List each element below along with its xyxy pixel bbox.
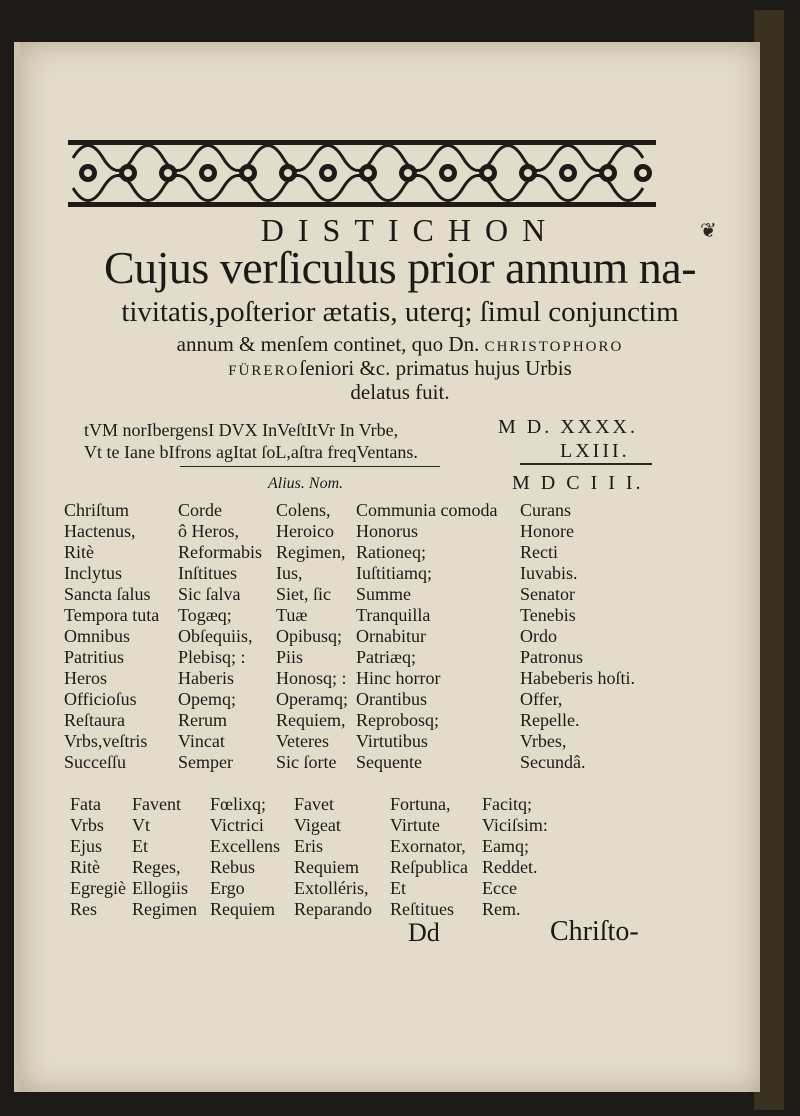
table-cell: Sequente — [356, 752, 422, 772]
table-cell: Reprobosq; — [356, 710, 439, 730]
table-cell: Semper — [178, 752, 233, 772]
heading-text: ſeniori &c. primatus hujus Urbis — [299, 356, 572, 380]
heading-line-1: Cujus verſiculus prior annum na- — [103, 242, 697, 293]
table-cell: Viciſsim: — [482, 815, 548, 835]
table-cell: Vincat — [178, 731, 225, 751]
table-cell: Omnibus — [64, 626, 131, 646]
table-cell: Orantibus — [356, 689, 427, 709]
table-cell: Facitq; — [482, 794, 532, 814]
sum-rule — [520, 463, 652, 465]
heading-line-4 — [40, 356, 760, 383]
table-cell: Offer, — [520, 689, 563, 709]
table-cell: Rebus — [210, 857, 255, 877]
heading-line-5: delatus fuit. — [350, 380, 450, 404]
table-cell: Haberis — [178, 668, 234, 688]
table-cell: Ellogiis — [132, 878, 189, 898]
catchword: Chriſto- — [550, 916, 639, 947]
table-cell: Communia comoda — [356, 500, 498, 520]
table-cell: Reſtitues — [390, 899, 454, 919]
table-cell: Repelle. — [520, 710, 580, 730]
page-signature: Dd — [408, 918, 440, 947]
table-cell: Vrbs,veſtris — [64, 731, 148, 751]
table-cell: Heros — [64, 668, 107, 688]
table-cell: Patronus — [520, 647, 583, 667]
table-cell: Togæq; — [178, 605, 232, 625]
heading-text: annum & menſem continet, quo Dn. — [176, 332, 480, 356]
table-cell: Fortuna, — [390, 794, 451, 814]
table-cell: Ornabitur — [356, 626, 426, 646]
heading-line-3 — [40, 332, 760, 359]
table-cell: Tranquilla — [356, 605, 431, 625]
table-cell: Hinc horror — [356, 668, 441, 688]
table-cell: Vt — [132, 815, 150, 835]
table-cell: Virtute — [390, 815, 440, 835]
table-cell: Virtutibus — [356, 731, 428, 751]
table-cell: Ordo — [520, 626, 557, 646]
table-cell: Recti — [520, 542, 558, 562]
table-cell: Eris — [294, 836, 323, 856]
table-cell: Reparando — [294, 899, 372, 919]
table-cell: Sic ſalva — [178, 584, 241, 604]
table-cell: Reſtaura — [64, 710, 125, 730]
table-cell: Fœlixq; — [210, 794, 267, 814]
table-cell: Operamq; — [276, 689, 348, 709]
table-cell: Ritè — [70, 857, 100, 877]
table-cell: Heroico — [276, 521, 334, 541]
table-cell: Opemq; — [178, 689, 236, 709]
divider — [180, 466, 440, 467]
table-cell: Patritius — [64, 647, 125, 667]
table-cell: Honosq; : — [276, 668, 347, 688]
table-cell: Honore — [520, 521, 574, 541]
table-cell: Requiem — [210, 899, 275, 919]
table-cell: Requiem, — [276, 710, 346, 730]
table-cell: Favet — [294, 794, 334, 814]
name-furero: FÜRERO — [228, 363, 300, 379]
table-cell: Reddet. — [482, 857, 538, 877]
table-cell: Sic ſorte — [276, 752, 337, 772]
table-cell: Vrbes, — [520, 731, 567, 751]
table-cell: Succeſſu — [64, 752, 126, 772]
ornamental-headpiece — [68, 128, 656, 218]
table-cell: Rem. — [482, 899, 521, 919]
table-cell: Tempora tuta — [64, 605, 160, 625]
table-cell: Summe — [356, 584, 412, 604]
table-cell: Egregiè — [70, 878, 126, 898]
table-cell: Regimen — [132, 899, 197, 919]
table-cell: Victrici — [210, 815, 264, 835]
table-cell: Honorus — [356, 521, 418, 541]
table-cell: Tuæ — [276, 605, 308, 625]
table-cell: Inclytus — [64, 563, 122, 583]
table-cell: Corde — [178, 500, 222, 520]
verse-line-2: Vt te Iane bIfrons agItat ſoL,aſtra freqVentans. — [84, 442, 418, 462]
table-cell: Hactenus, — [64, 521, 136, 541]
table-cell: Extolléris, — [294, 878, 369, 898]
table-cell: Requiem — [294, 857, 359, 877]
table-cell: Et — [132, 836, 148, 856]
table-cell: Ergo — [210, 878, 245, 898]
verse-number-2: LXIII. — [560, 440, 630, 462]
table-cell: Ritè — [64, 542, 94, 562]
alius-label: Alius. Nom. — [268, 475, 344, 492]
fleuron-icon: ❦ — [700, 218, 717, 242]
table-cell: Favent — [132, 794, 181, 814]
table-cell: Obſequiis, — [178, 626, 253, 646]
table-cell: Piis — [276, 647, 304, 667]
table-cell: Reformabis — [178, 542, 262, 562]
table-cell: Ius, — [276, 563, 303, 583]
table-cell: Opibusq; — [276, 626, 343, 646]
table-cell: Exornator, — [390, 836, 466, 856]
table-cell: Rationeq; — [356, 542, 426, 562]
table-cell: Chriſtum — [64, 500, 130, 520]
table-cell: Siet, ſic — [276, 584, 331, 604]
table-cell: Tenebis — [520, 605, 576, 625]
table-cell: Et — [390, 878, 406, 898]
table-cell: Ejus — [70, 836, 103, 856]
table-cell: Inſtitues — [178, 563, 237, 583]
table-cell: Iuſtitiamq; — [356, 563, 432, 583]
verse-number-1: M D. XXXX. — [498, 416, 638, 438]
table-cell: Res — [70, 899, 97, 919]
table-cell: Curans — [520, 500, 571, 520]
table-cell: Reges, — [132, 857, 181, 877]
table-cell: Colens, — [276, 500, 331, 520]
table-cell: Habeberis hoſti. — [520, 668, 635, 688]
table-cell: Rerum — [178, 710, 227, 730]
table-cell: Reſpublica — [390, 857, 468, 877]
table-cell: Ecce — [482, 878, 517, 898]
table-cell: Senator — [520, 584, 575, 604]
table-cell: Regimen, — [276, 542, 346, 562]
table-cell: Eamq; — [482, 836, 529, 856]
heading-line-2: tivitatis,poſterior ætatis, uterq; ſimul conjunctim — [121, 296, 679, 328]
table-cell: Plebisq; : — [178, 647, 246, 667]
page-title: DISTICHON — [260, 212, 560, 248]
table-cell: Sancta ſalus — [64, 584, 151, 604]
name-christophoro: CHRISTOPHORO — [484, 339, 624, 355]
table-cell: Patriæq; — [356, 647, 417, 667]
table-cell: Vrbs — [70, 815, 104, 835]
table-cell: Fata — [70, 794, 101, 814]
verse-line-1: tVM norIbergensI DVX InVeſtItVr In Vrbe, — [84, 420, 399, 440]
table-cell: ô Heros, — [178, 521, 239, 541]
table-cell: Vigeat — [294, 815, 341, 835]
total-number: M D C I I I. — [512, 472, 644, 494]
table-cell: Excellens — [210, 836, 280, 856]
table-cell: Officioſus — [64, 689, 137, 709]
table-cell: Veteres — [276, 731, 329, 751]
table-cell: Iuvabis. — [520, 563, 578, 583]
table-cell: Secundâ. — [520, 752, 586, 772]
